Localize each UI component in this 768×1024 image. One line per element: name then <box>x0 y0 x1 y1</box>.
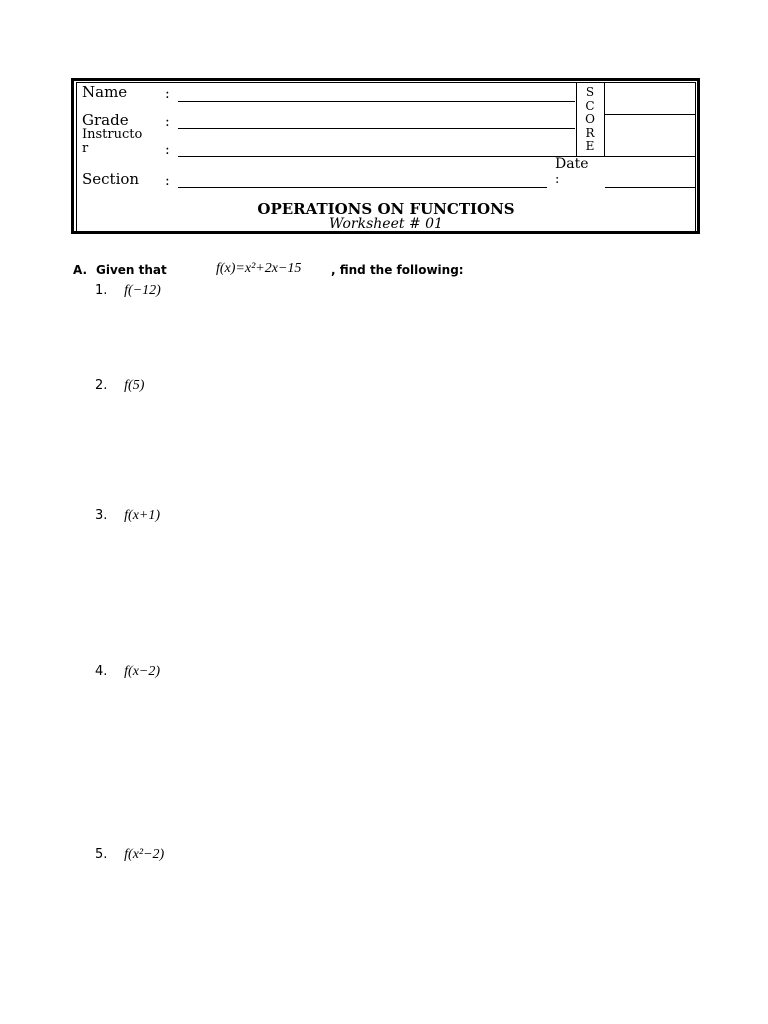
date-colon: : <box>555 172 560 187</box>
instructor-field[interactable] <box>178 156 696 157</box>
question-3 <box>95 508 160 524</box>
grade-field[interactable] <box>178 128 575 129</box>
question-expression: f(−12) <box>124 283 161 298</box>
score-label <box>580 86 600 154</box>
question-expression: f(5) <box>124 378 145 393</box>
score-letter: S <box>585 85 595 99</box>
name-colon: : <box>165 86 170 102</box>
question-expression: f(x²−2) <box>124 847 165 862</box>
name-field[interactable] <box>178 101 575 102</box>
section-a-heading <box>73 261 464 277</box>
question-number: 3. <box>95 508 108 523</box>
question-1 <box>95 283 161 299</box>
question-number: 2. <box>95 378 108 393</box>
section-a-given: Given that <box>96 263 167 277</box>
question-2 <box>95 378 144 394</box>
score-letter: O <box>585 112 595 126</box>
score-letter: C <box>585 98 595 113</box>
question-4 <box>95 664 160 680</box>
question-number: 5. <box>95 847 108 862</box>
worksheet-title: OPERATIONS ON FUNCTIONS <box>257 200 515 218</box>
date-label: Date <box>555 156 589 172</box>
score-letter: E <box>585 139 595 153</box>
instructor-label-line2: r <box>82 141 89 156</box>
score-field[interactable] <box>605 84 695 113</box>
grade-colon: : <box>165 114 170 130</box>
worksheet-subtitle: Worksheet # 01 <box>329 216 443 232</box>
instructor-label <box>82 128 142 156</box>
function-definition: f(x)=x²+2x−15 <box>216 261 302 276</box>
section-label: Section <box>82 170 140 188</box>
instructor-colon: : <box>165 142 170 158</box>
question-expression: f(x−2) <box>124 664 161 679</box>
grade-label: Grade <box>82 111 129 129</box>
section-a-instruction: , find the following: <box>331 263 464 277</box>
score-mid-line <box>604 114 696 115</box>
question-number: 4. <box>95 664 108 679</box>
section-a-marker: A. <box>73 263 88 277</box>
question-5 <box>95 847 164 863</box>
section-field[interactable] <box>178 187 547 188</box>
date-field[interactable] <box>605 187 696 188</box>
question-number: 1. <box>95 283 108 298</box>
score-letter: R <box>585 125 595 140</box>
question-expression: f(x+1) <box>124 508 161 523</box>
section-colon: : <box>165 173 170 189</box>
score-divider-left <box>576 83 577 156</box>
name-label: Name <box>82 83 128 101</box>
instructor-label-line1: Instructo <box>82 127 143 142</box>
